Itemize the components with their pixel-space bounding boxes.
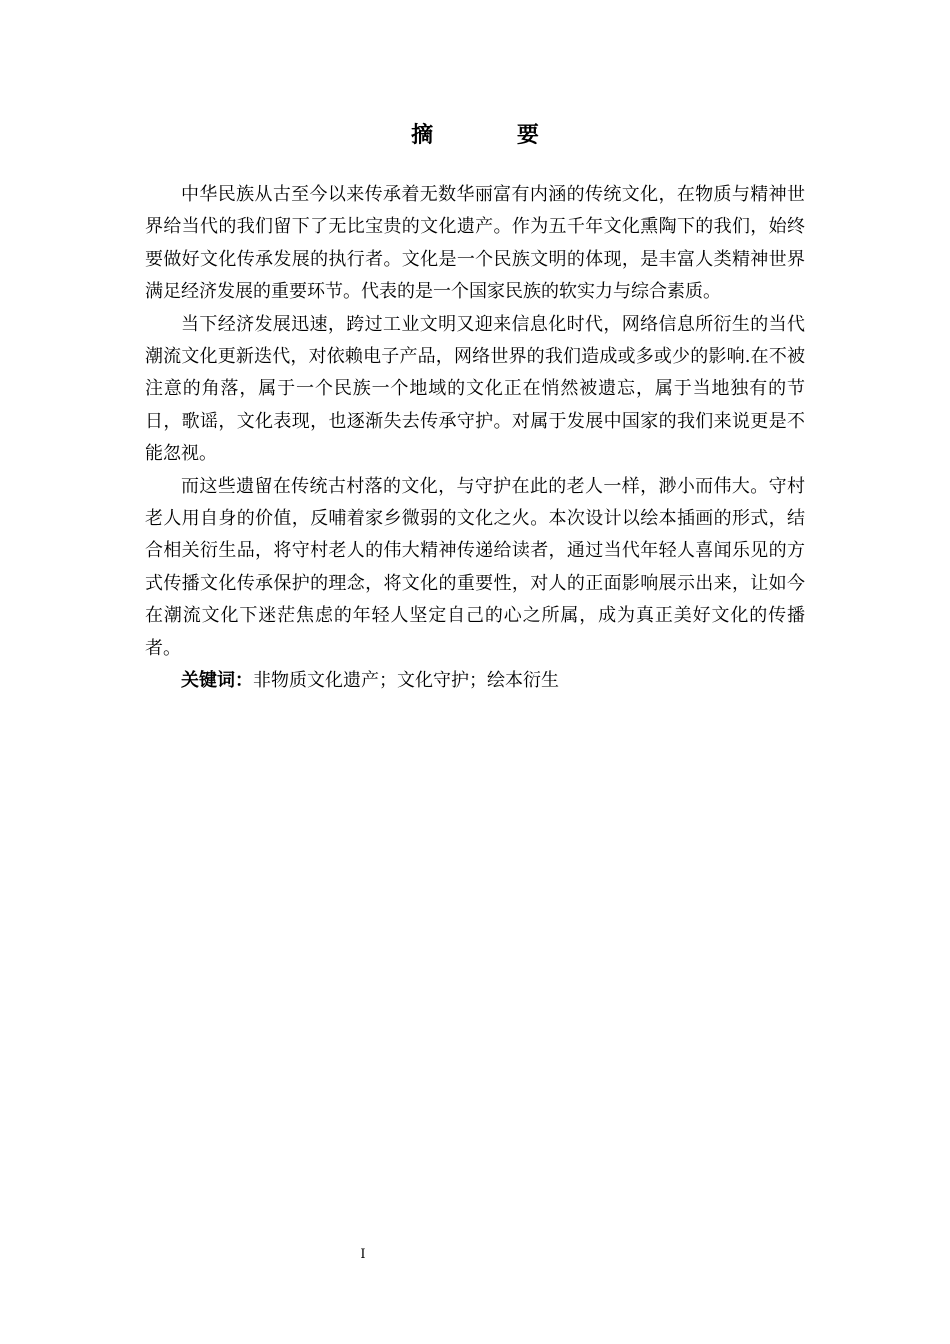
abstract-paragraph-1: 中华民族从古至今以来传承着无数华丽富有内涵的传统文化，在物质与精神世界给当代的我们留下了无比宝贵的文化遗产。作为五千年文化熏陶下的我们，始终要做好文化传承发展的执行者。文化是一个民族文明的体现，是丰富人类精神世界满足经济发展的重要环节。代表的是一个国家民族的软实力与综合素质。 — [145, 184, 805, 303]
keywords-text: 非物质文化遗产；文化守护；绘本衍生 — [253, 670, 559, 692]
keywords-label: 关键词： — [181, 670, 253, 692]
keywords-line — [145, 665, 805, 697]
abstract-body — [145, 179, 805, 698]
abstract-paragraph-3: 而这些遗留在传统古村落的文化，与守护在此的老人一样，渺小而伟大。守村老人用自身的价值，反哺着家乡微弱的文化之火。本次设计以绘本插画的形式，结合相关衍生品，将守村老人的伟大精神传递给读者，通过当代年轻人喜闻乐见的方式传播文化传承保护的理念，将文化的重要性，对人的正面影响展示出来，让如今在潮流文化下迷茫焦虑的年轻人坚定自己的心之所属，成为真正美好文化的传播者。 — [145, 475, 805, 659]
abstract-title: 摘 要 — [411, 123, 577, 148]
page-number: I — [360, 1247, 366, 1262]
abstract-paragraph-2: 当下经济发展迅速，跨过工业文明又迎来信息化时代，网络信息所衍生的当代潮流文化更新迭代，对依赖电子产品，网络世界的我们造成或多或少的影响.在不被注意的角落，属于一个民族一个地域的文化正在悄然被遗忘，属于当地独有的节日，歌谣，文化表现，也逐渐失去传承守护。对属于发展中国家的我们来说更是不能忽视。 — [145, 313, 805, 465]
